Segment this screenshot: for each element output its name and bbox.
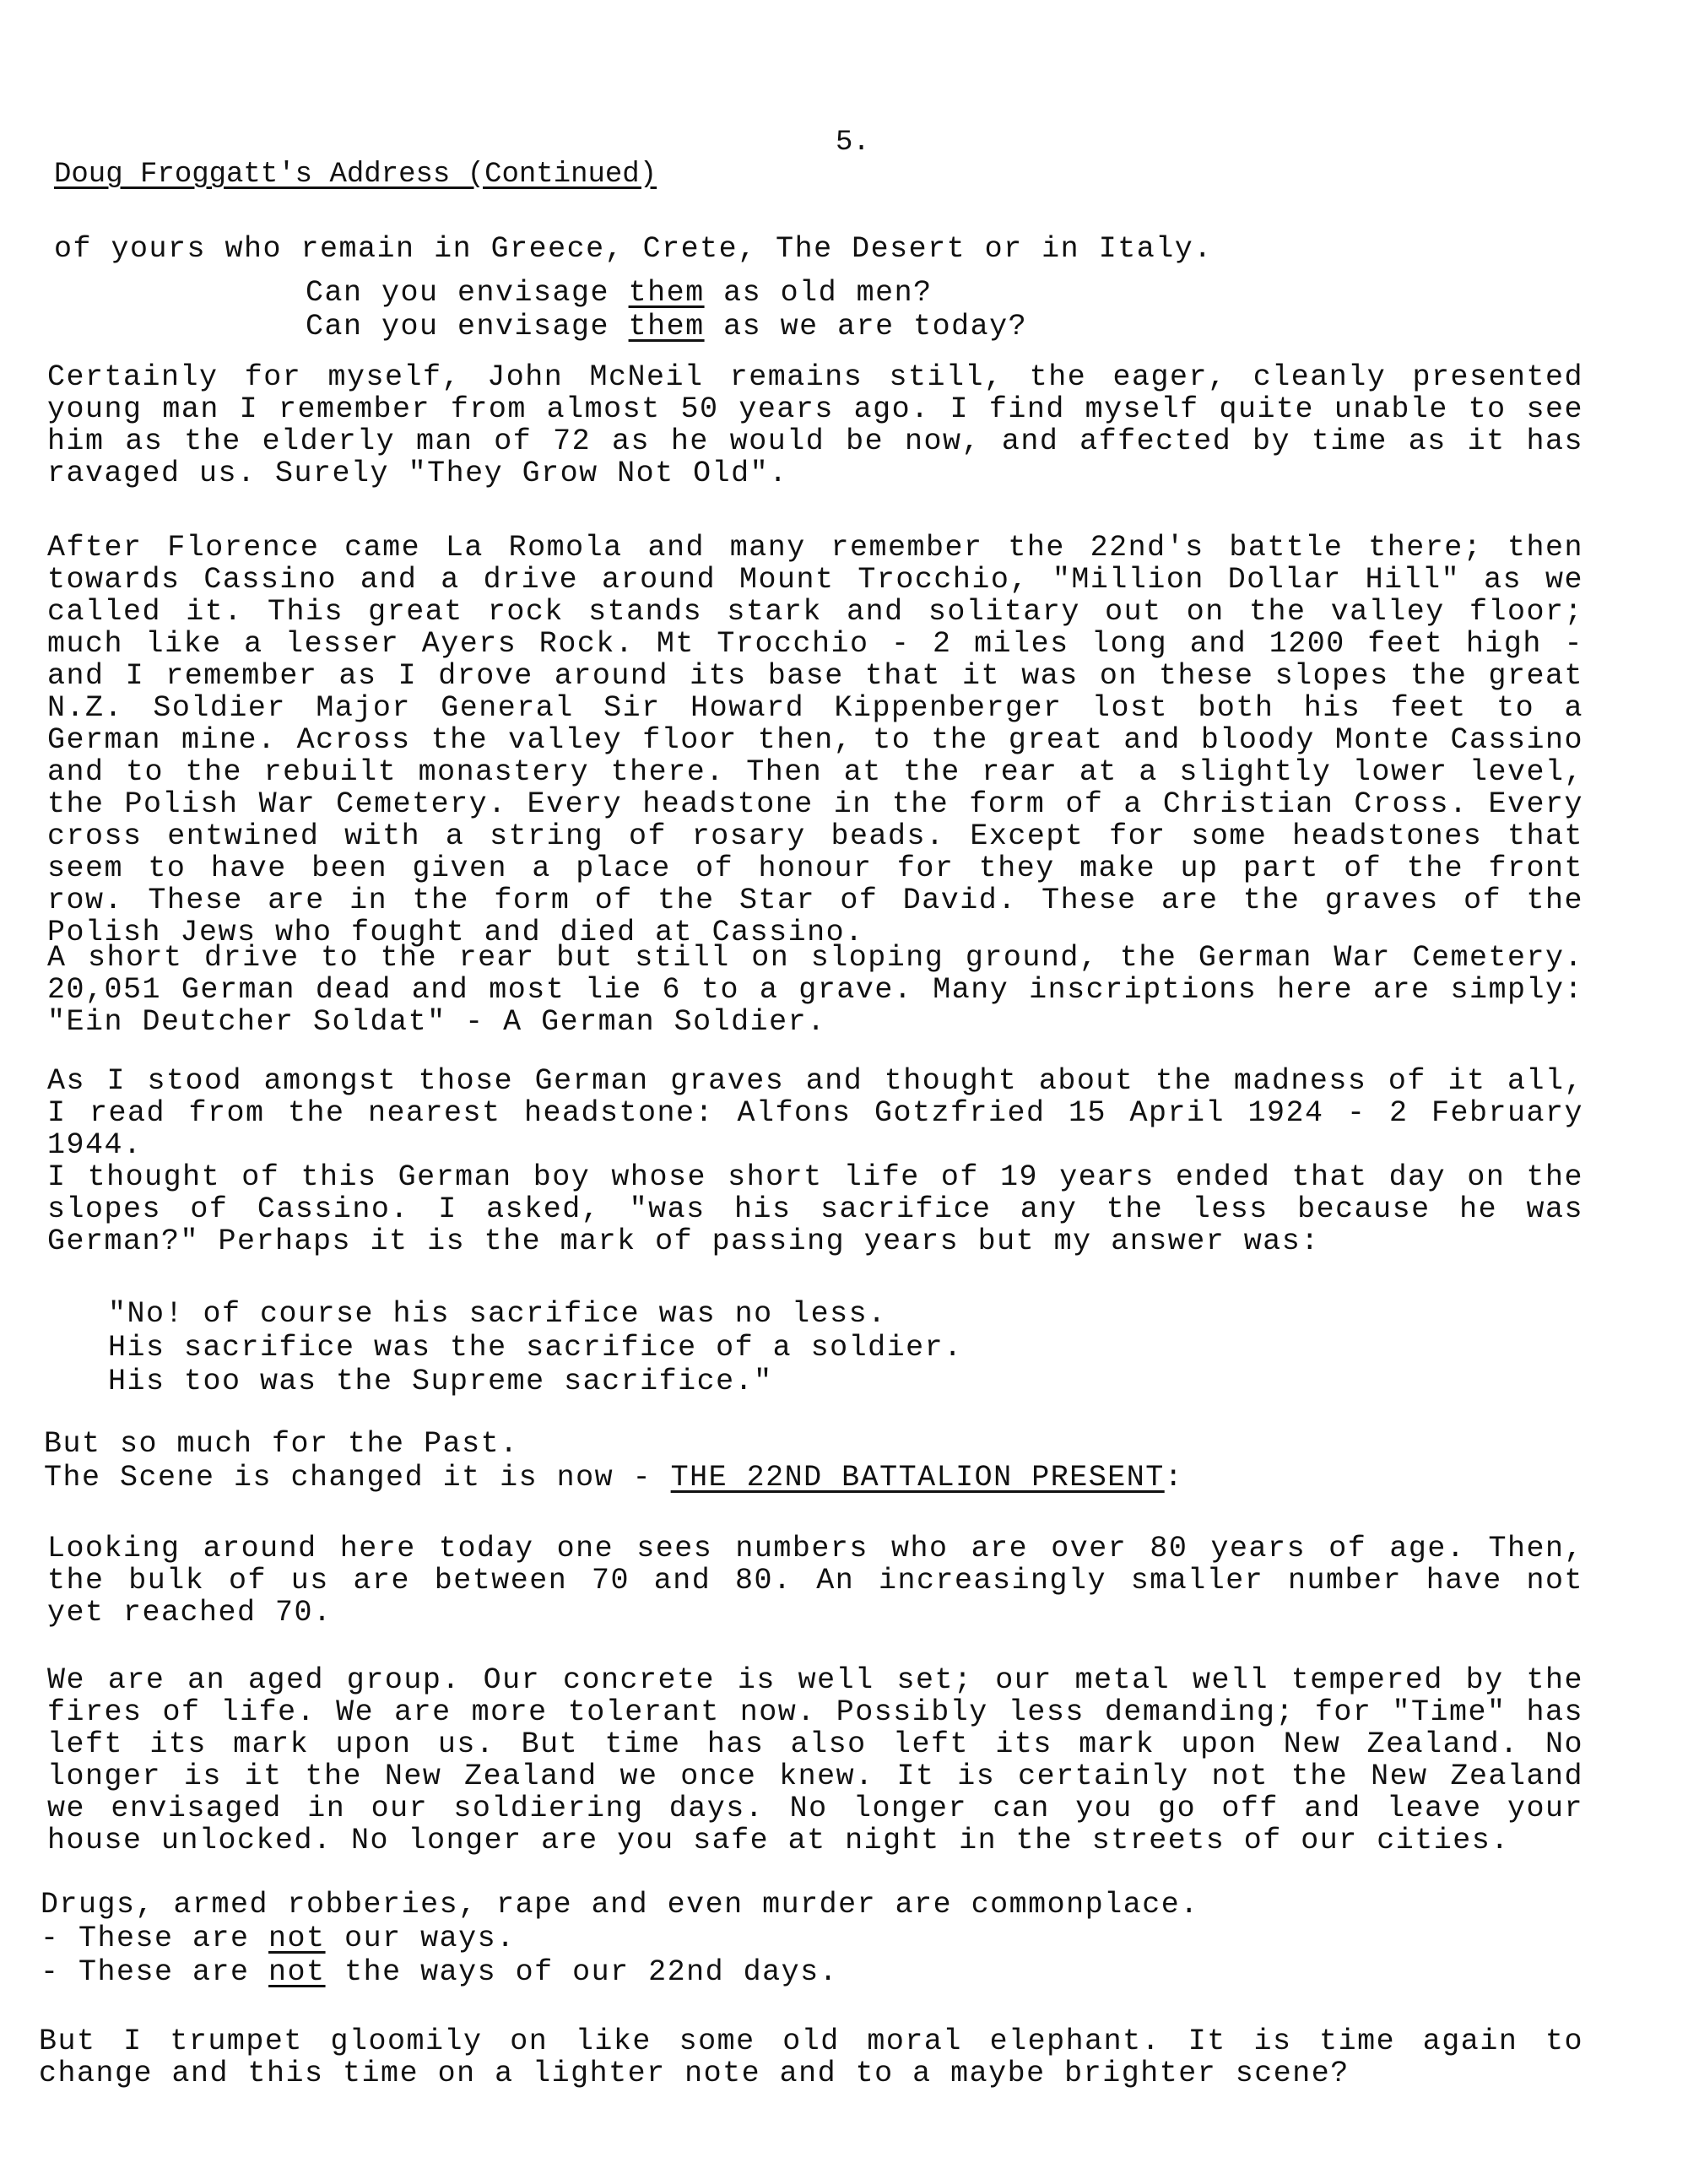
paragraph-intro: of yours who remain in Greece, Crete, The Desert or in Italy. (54, 232, 1213, 266)
section-heading: Doug Froggatt's Address (Continued) (54, 159, 657, 191)
paragraph-headstone: As I stood amongst those German graves and thought about the madness of it all, I read from the nearest headstone: Alfons Gotzfried 15 April 1924 - 2 February 1944. (47, 1064, 1583, 1162)
underlined-word: them (628, 276, 705, 310)
paragraph-aged-group: We are an aged group. Our concrete is well set; our metal well tempered by the fires of life. We are more tolerant now. Possibly less demanding; for "Time" has left its mark upon us. But time has also left its mark upon New Zealand. No longer is it the New Zealand we once knew. It is certainly not the New Zealand we envisaged in our soldiering days. No longer can you go off and leave your house unlocked. No longer are you safe at night in the streets of our cities. (47, 1663, 1583, 1857)
paragraph-drugs: Drugs, armed robberies, rape and even murder are commonplace. (41, 1888, 1199, 1922)
paragraph-german-boy: I thought of this German boy whose short life of 19 years ended that day on the slopes of Cassino. I asked, "was his sacrifice any the less because he was German?" Perhaps it is the mark of passing years but my answer was: (47, 1160, 1583, 1258)
list-line-1: - These are not our ways. (41, 1922, 516, 1955)
paragraph-scene-changed: The Scene is changed it is now - THE 22ND BATTALION PRESENT: (44, 1461, 1184, 1495)
paragraph-ages: Looking around here today one sees numbers who are over 80 years of age. Then, the bulk of us are between 70 and 80. An increasingly smaller number have not yet reached 70. (47, 1532, 1583, 1630)
list-line-2: - These are not the ways of our 22nd days. (41, 1955, 839, 1989)
paragraph-past: But so much for the Past. (44, 1427, 519, 1461)
quote-line-2: His sacrifice was the sacrifice of a soldier. (108, 1331, 963, 1365)
page-number: 5. (836, 127, 870, 159)
paragraph-closing: But I trumpet gloomily on like some old moral elephant. It is time again to change and this time on a lighter note and to a maybe brighter scene? (39, 2025, 1583, 2090)
quote-line-1: "No! of course his sacrifice was no less. (108, 1297, 887, 1331)
question-line-2: Can you envisage them as we are today? (306, 310, 1028, 343)
underlined-heading: THE 22ND BATTALION PRESENT (670, 1461, 1165, 1495)
underlined-word: them (628, 310, 705, 343)
underlined-word: not (268, 1955, 326, 1989)
paragraph-cassino: After Florence came La Romola and many remember the 22nd's battle there; then towards Cassino and a drive around Mount Trocchio, "Million Dollar Hill" as we called it. This great rock stands stark and solitary out on the valley floor; much like a lesser Ayers Rock. Mt Trocchio - 2 miles long and 1200 feet high - and I remember as I drove around its base that it was on these slopes the great N.Z. Soldier Major General Sir Howard Kippenberger lost both his feet to a German mine. Across the valley floor then, to the great and bloody Monte Cassino and to the rebuilt monastery there. Then at the rear at a slightly lower level, the Polish War Cemetery. Every headstone in the form of a Christian Cross. Every cross entwined with a string of rosary beads. Except for some headstones that seem to have been given a place of honour for they make up part of the front row. These are in the form of the Star of David. These are the graves of the Polish Jews who fought and died at Cassino. (47, 531, 1583, 949)
quote-line-3: His too was the Supreme sacrifice." (108, 1365, 773, 1398)
paragraph-mcneil: Certainly for myself, John McNeil remains still, the eager, cleanly presented young man I remember from almost 50 years ago. I find myself quite unable to see him as the elderly man of 72 as he would be now, and affected by time as it has ravaged us. Surely "They Grow Not Old". (47, 360, 1583, 490)
question-line-1: Can you envisage them as old men? (306, 276, 933, 310)
underlined-word: not (268, 1922, 326, 1955)
paragraph-german-cemetery: A short drive to the rear but still on sloping ground, the German War Cemetery. 20,051 German dead and most lie 6 to a grave. Many inscriptions here are simply: "Ein Deutcher Soldat" - A German Soldier. (47, 941, 1583, 1039)
